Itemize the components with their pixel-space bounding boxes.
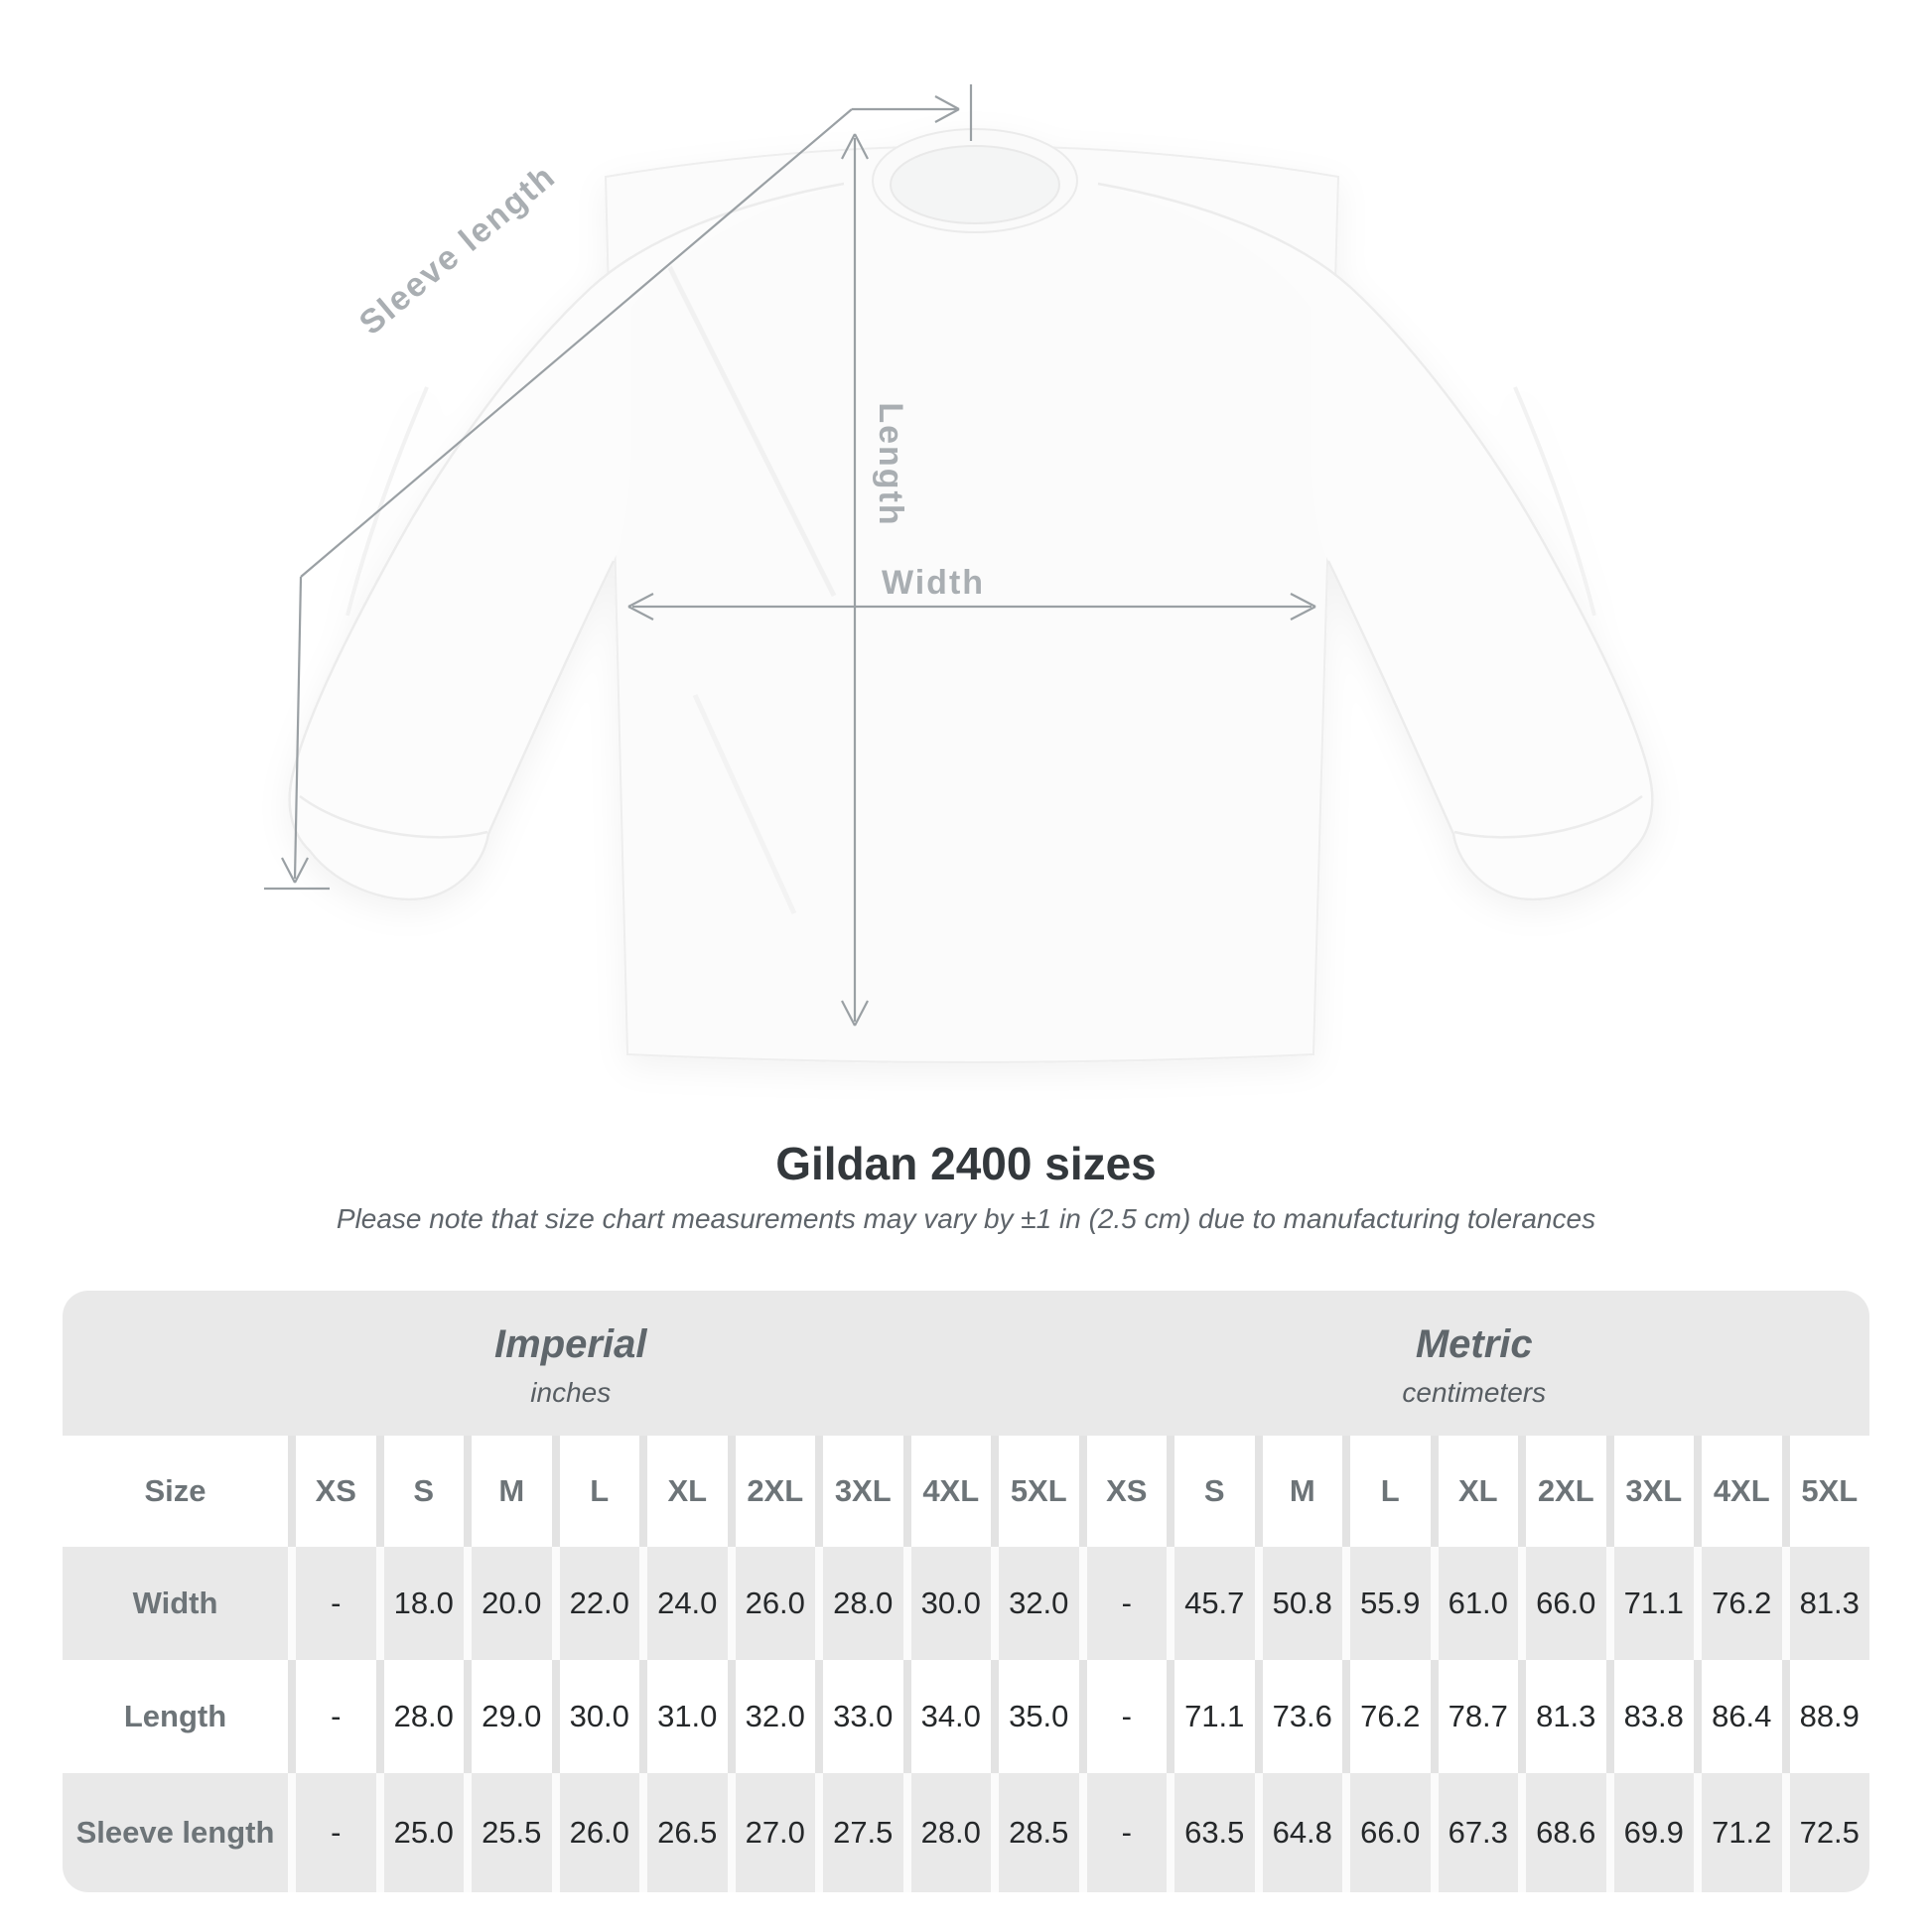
size-header-imperial: 4XL xyxy=(911,1436,992,1547)
size-header-cell: Size xyxy=(63,1436,288,1547)
value-cell-imperial: 30.0 xyxy=(911,1547,992,1660)
value-cell-imperial: 28.0 xyxy=(823,1547,903,1660)
value-cell-imperial: 27.0 xyxy=(736,1773,816,1892)
value-cell-metric: - xyxy=(1087,1660,1168,1773)
value-cell-imperial: 27.5 xyxy=(823,1773,903,1892)
value-cell-metric: 86.4 xyxy=(1702,1660,1782,1773)
imperial-unit-label: inches xyxy=(530,1376,612,1408)
value-cell-imperial: 26.0 xyxy=(560,1773,640,1892)
value-cell-metric: 83.8 xyxy=(1614,1660,1695,1773)
table-header-row xyxy=(63,1436,1869,1547)
value-cell-imperial: 18.0 xyxy=(384,1547,465,1660)
metric-label: Metric xyxy=(1415,1321,1533,1366)
value-cell-imperial: 25.0 xyxy=(384,1773,465,1892)
value-cell-metric: 81.3 xyxy=(1526,1660,1606,1773)
size-header-imperial: S xyxy=(384,1436,465,1547)
size-header-metric: 3XL xyxy=(1614,1436,1695,1547)
value-cell-metric: 71.1 xyxy=(1614,1547,1695,1660)
value-cell-metric: 76.2 xyxy=(1702,1547,1782,1660)
size-header-metric: 4XL xyxy=(1702,1436,1782,1547)
value-cell-imperial: 28.0 xyxy=(384,1660,465,1773)
page-title: Gildan 2400 sizes xyxy=(775,1138,1157,1189)
value-cell-imperial: 25.5 xyxy=(472,1773,552,1892)
row-label: Length xyxy=(63,1660,288,1773)
size-header-imperial: XS xyxy=(296,1436,376,1547)
width-label: Width xyxy=(881,564,986,602)
value-cell-imperial: 31.0 xyxy=(647,1660,728,1773)
unit-band xyxy=(63,1291,1869,1436)
shirt-collar xyxy=(873,129,1077,232)
value-cell-metric: 71.2 xyxy=(1702,1773,1782,1892)
value-cell-imperial: 28.5 xyxy=(999,1773,1079,1892)
value-cell-imperial: 33.0 xyxy=(823,1660,903,1773)
value-cell-imperial: 29.0 xyxy=(472,1660,552,1773)
value-cell-imperial: - xyxy=(296,1547,376,1660)
imperial-label: Imperial xyxy=(494,1321,647,1366)
unit-group-metric xyxy=(1079,1291,1870,1436)
row-label: Width xyxy=(63,1547,288,1660)
shirt-torso xyxy=(606,146,1338,1062)
value-cell-imperial: 22.0 xyxy=(560,1547,640,1660)
value-cell-imperial: 32.0 xyxy=(999,1547,1079,1660)
table-row-sleeve-length xyxy=(63,1773,1869,1892)
size-header-metric: M xyxy=(1263,1436,1343,1547)
size-header-imperial: 3XL xyxy=(823,1436,903,1547)
value-cell-metric: 64.8 xyxy=(1263,1773,1343,1892)
value-cell-imperial: 20.0 xyxy=(472,1547,552,1660)
size-header-imperial: 2XL xyxy=(736,1436,816,1547)
value-cell-metric: 55.9 xyxy=(1350,1547,1431,1660)
page-subtitle: Please note that size chart measurements may vary by ±1 in (2.5 cm) due to manufacturing tolerances xyxy=(336,1203,1596,1234)
value-cell-metric: 88.9 xyxy=(1790,1660,1870,1773)
value-cell-metric: - xyxy=(1087,1773,1168,1892)
value-cell-metric: 68.6 xyxy=(1526,1773,1606,1892)
size-header-metric: 5XL xyxy=(1790,1436,1870,1547)
size-header-imperial: 5XL xyxy=(999,1436,1079,1547)
row-label: Sleeve length xyxy=(63,1773,288,1892)
value-cell-metric: 78.7 xyxy=(1439,1660,1519,1773)
size-table xyxy=(63,1291,1869,1892)
value-cell-metric: 63.5 xyxy=(1174,1773,1255,1892)
value-cell-metric: 66.0 xyxy=(1526,1547,1606,1660)
size-header-imperial: M xyxy=(472,1436,552,1547)
table-row-width xyxy=(63,1547,1869,1660)
value-cell-metric: 45.7 xyxy=(1174,1547,1255,1660)
value-cell-metric: 69.9 xyxy=(1614,1773,1695,1892)
value-cell-imperial: 28.0 xyxy=(911,1773,992,1892)
size-header-metric: L xyxy=(1350,1436,1431,1547)
value-cell-metric: 71.1 xyxy=(1174,1660,1255,1773)
value-cell-imperial: 35.0 xyxy=(999,1660,1079,1773)
size-header-imperial: L xyxy=(560,1436,640,1547)
value-cell-imperial: - xyxy=(296,1773,376,1892)
value-cell-imperial: - xyxy=(296,1660,376,1773)
value-cell-metric: 67.3 xyxy=(1439,1773,1519,1892)
size-header-imperial: XL xyxy=(647,1436,728,1547)
value-cell-imperial: 26.5 xyxy=(647,1773,728,1892)
value-cell-metric: 66.0 xyxy=(1350,1773,1431,1892)
size-header-metric: 2XL xyxy=(1526,1436,1606,1547)
length-label: Length xyxy=(872,402,909,527)
value-cell-metric: - xyxy=(1087,1547,1168,1660)
value-cell-imperial: 26.0 xyxy=(736,1547,816,1660)
value-cell-metric: 50.8 xyxy=(1263,1547,1343,1660)
value-cell-metric: 81.3 xyxy=(1790,1547,1870,1660)
size-header-metric: S xyxy=(1174,1436,1255,1547)
value-cell-metric: 73.6 xyxy=(1263,1660,1343,1773)
value-cell-metric: 72.5 xyxy=(1790,1773,1870,1892)
size-header-metric: XS xyxy=(1087,1436,1168,1547)
value-cell-metric: 76.2 xyxy=(1350,1660,1431,1773)
shirt-measurement-diagram xyxy=(199,60,1737,1112)
metric-unit-label: centimeters xyxy=(1402,1376,1547,1408)
value-cell-imperial: 34.0 xyxy=(911,1660,992,1773)
value-cell-imperial: 30.0 xyxy=(560,1660,640,1773)
unit-group-imperial xyxy=(63,1291,1079,1436)
table-body xyxy=(63,1547,1869,1892)
value-cell-imperial: 32.0 xyxy=(736,1660,816,1773)
value-cell-metric: 61.0 xyxy=(1439,1547,1519,1660)
sleeve-length-label: Sleeve length xyxy=(351,157,564,343)
value-cell-imperial: 24.0 xyxy=(647,1547,728,1660)
table-row-length xyxy=(63,1660,1869,1773)
size-header-metric: XL xyxy=(1439,1436,1519,1547)
